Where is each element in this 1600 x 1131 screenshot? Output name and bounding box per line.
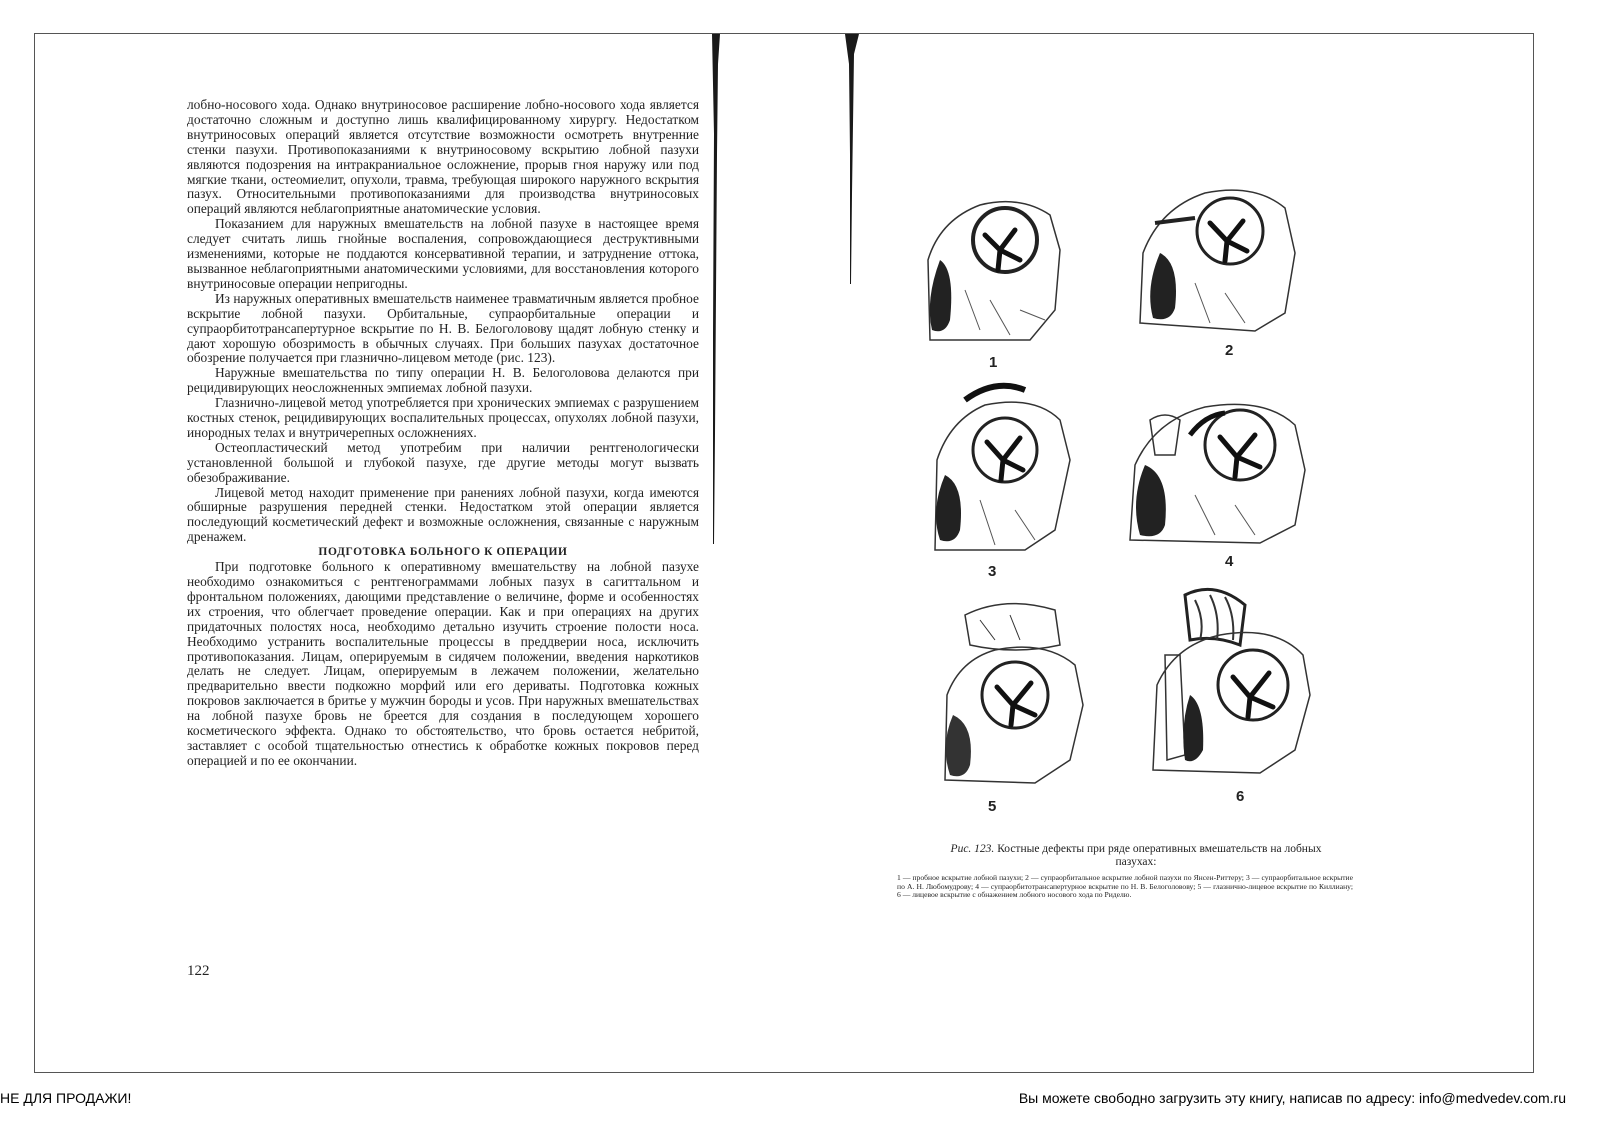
figure-caption [930,843,1342,868]
skull-figure-3 [925,380,1075,555]
paragraph: Наружные вмешательства по типу операции Н. В. Белоголовова делаются при рецидивирующих неосложненных эмпиемах лобной пазухи. [187,365,699,396]
paragraph: Остеопластический метод употребим при наличии рентгенологически установленной большой и глубокой пазухе, где другие методы могут вызвать обезображивание. [187,439,699,485]
figure-label-3: 3 [988,563,997,580]
gutter-shadow-right [845,34,859,284]
page-number: 122 [187,963,210,979]
skull-figure-5 [935,595,1090,785]
figure-label-1: 1 [989,354,998,371]
section-heading: ПОДГОТОВКА БОЛЬНОГО К ОПЕРАЦИИ [318,546,568,559]
caption-prefix: Рис. 123. [950,843,995,855]
paragraph: Из наружных оперативных вмешательств наименее травматичным является пробное вскрытие лобной пазухи. Орбитальные, супраорбитальные операции и супраорбитотрансапертурное вскрытие по Н. В. Белоголовову щадят лобную стенку и дают хорошую обозримость в обычных случаях. При больших пазухах достаточное обозрение получается при глазнично-лицевом методе (рис. 123). [187,290,699,366]
figure-label-6: 6 [1236,788,1245,805]
left-page-text [187,98,699,769]
paragraph: Глазнично-лицевой метод употребляется при хронических эмпиемах с разрушением костных стенок, рецидивирующих воспалительных процессах, опухолях лобной пазухи, инородных телах и внутричерепных осложнениях. [187,395,699,440]
figure-label-4: 4 [1225,553,1234,570]
footer-download-note: Вы можете свободно загрузить эту книгу, написав по адресу: info@medvedev.com.ru [1018,1090,1566,1106]
footer-not-for-sale: НЕ ДЛЯ ПРОДАЖИ! [0,1090,132,1106]
skull-figure-1 [920,190,1070,345]
skull-figure-4 [1125,395,1310,545]
skull-figure-2 [1135,183,1300,333]
paragraph: Лицевой метод находит применение при ранениях лобной пазухи, когда имеются обширные разрушения передней стенки. Недостатком этой операции является последующий косметический дефект и возможные осложнения, связанные с наружным дренажем. [187,484,699,545]
gutter-shadow [708,34,726,544]
caption-text: Костные дефекты при ряде оперативных вмешательств на лобных пазухах: [997,843,1322,868]
skull-figure-6 [1145,585,1315,775]
figure-legend: 1 — пробное вскрытие лобной пазухи; 2 — супраорбитальное вскрытие лобной пазухи по Янсен-Риттеру; 3 — супраорбитальное вскрытие по А. Н. Любомудрову; 4 — супраорбитотрансапертурное вскрытие по Н. В. Белоголовову; 5 — глазнично-лицевое вскрытие по Киллиану; 6 — лицевое вскрытие с обнажением лобного носового хода по Риделю. [897,873,1353,900]
figure-label-5: 5 [988,798,997,815]
paragraph: лобно-носового хода. Однако внутриносовое расширение лобно-носового хода является достаточно сложным и доступно лишь квалифицированному хирургу. Недостатком внутриносовых операций является отсутствие возможности осмотреть внутренние стенки пазухи. Противопоказаниями к внутриносовому вскрытию лобной пазухи являются подозрения на интракраниальное осложнение, прорыв гноя наружу или под мягкие ткани, остеомиелит, опухоли, травма, требующая широкого наружного вскрытия пазух. Относительными противопоказаниями для производства внутриносовых операций являются неблагоприятные анатомические условия. [187,97,699,217]
paragraph: Показанием для наружных вмешательств на лобной пазухе в настоящее время следует считать лишь гнойные воспаления, сопровождающиеся деструктивными изменениями, которые не поддаются консервативной терапии, и затруднение оттока, вызванное неблагоприятными анатомическими условиями, для восстановления которого внутриносовые операции непригодны. [187,216,699,291]
paragraph: При подготовке больного к оперативному вмешательству на лобной пазухе необходимо ознакомиться с рентгенограммами лобных пазух в сагиттальном и фронтальном положениях, дающими представление о величине, форме и особенностях их строения, что облегчает проведение операции. Как и при операциях на других придаточных полостях носа, необходимо детально изучить строение полости носа. Необходимо устранить воспалительные процессы в преддверии носа, исключить противопоказания. Лицам, оперируемым в сидячем положении, введения наркотиков делать не следует. Лицам, оперируемым в лежачем положении, желательно предварительно ввести подкожно морфий или его дериваты. Подготовка кожных покровов заключается в бритье у мужчин бороды и усов. При наружных вмешательствах на лобной пазухе бровь не бреется для создания в последующем хорошего косметического эффекта. Однако то обстоятельство, что бровь остается небритой, заставляет с особой тщательностью отнестись к обработке кожных покровов перед операцией и по ее окончании. [187,559,699,768]
figure-label-2: 2 [1225,342,1234,359]
